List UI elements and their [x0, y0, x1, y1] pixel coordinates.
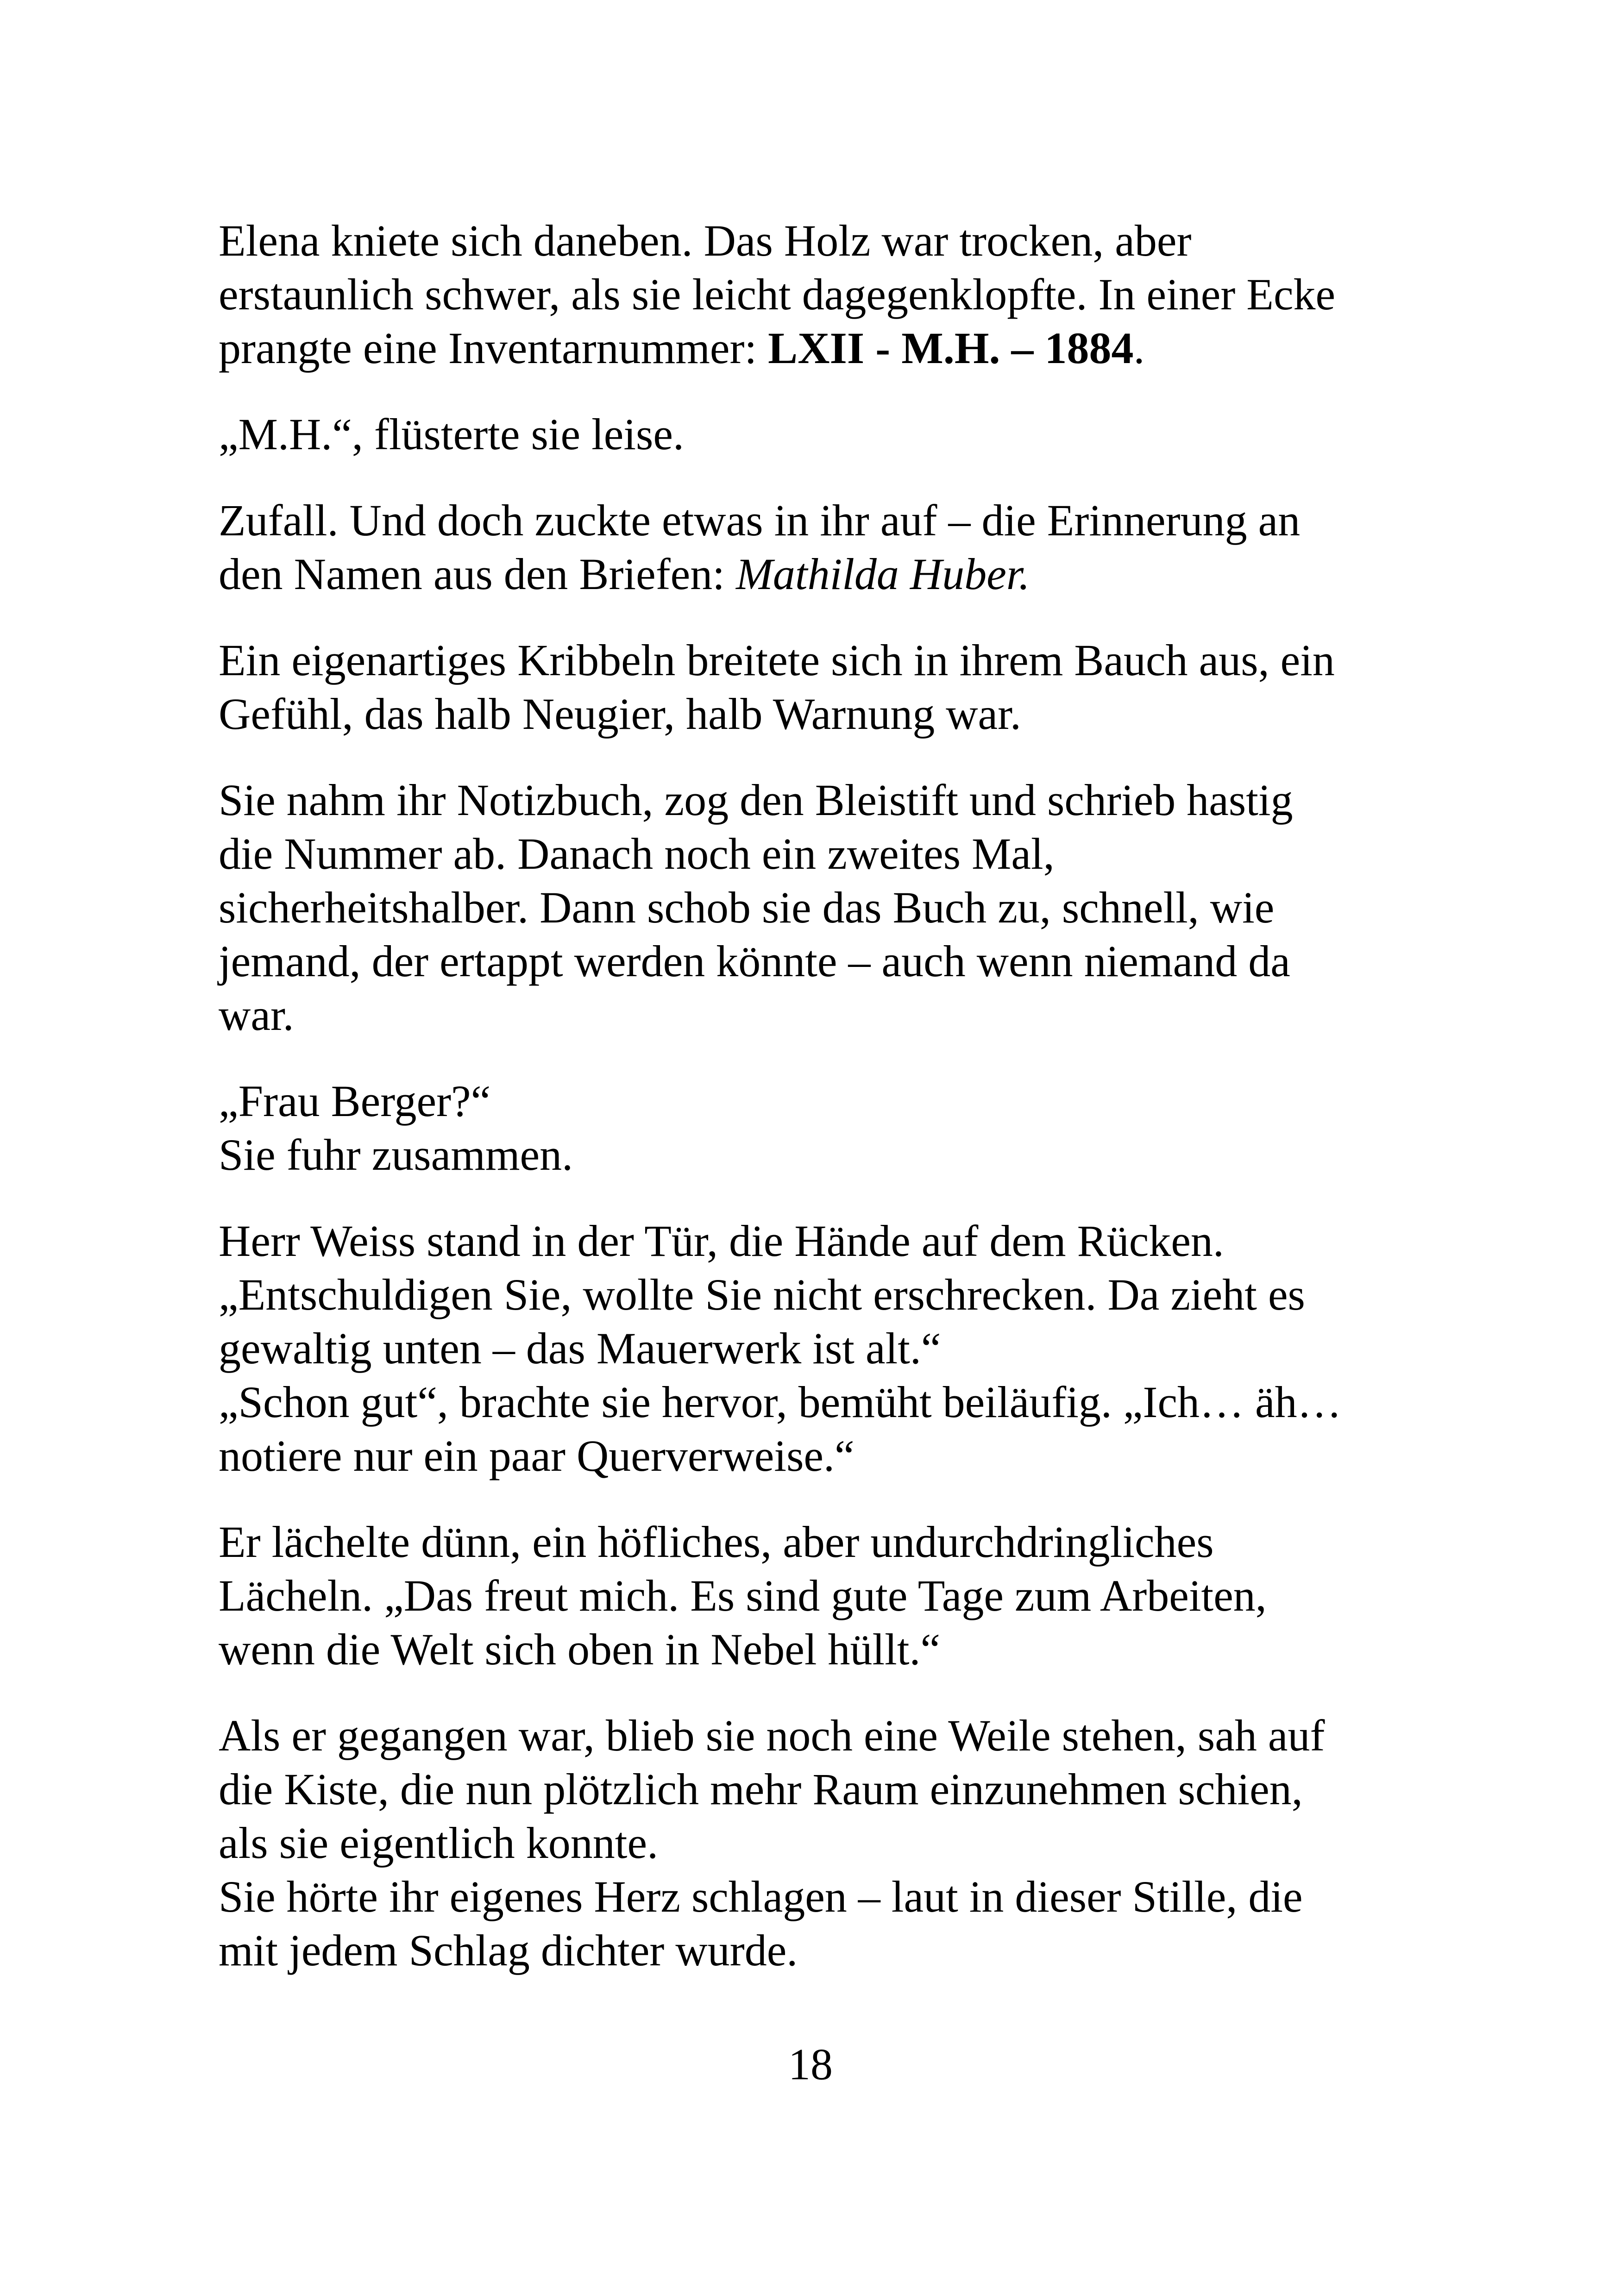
paragraph-7: [219, 1214, 1423, 1483]
text-segment: prangte eine Inventarnummer:: [219, 323, 768, 373]
text-line: die Nummer ab. Danach noch ein zweites Mal,: [219, 829, 1055, 878]
text-line: [219, 547, 1423, 601]
text-line: Lächeln. „Das freut mich. Es sind gute Tage zum Arbeiten,: [219, 1571, 1267, 1620]
paragraph-2: [219, 408, 1423, 461]
page-number: 18: [788, 2039, 833, 2089]
text-line: jemand, der ertappt werden könnte – auch wenn niemand da: [219, 936, 1290, 986]
paragraph-4: [219, 634, 1423, 741]
text-line: „M.H.“, flüsterte sie leise.: [219, 409, 684, 459]
text-line: erstaunlich schwer, als sie leicht dagegenklopfte. In einer Ecke: [219, 270, 1336, 319]
text-line: Als er gegangen war, blieb sie noch eine Weile stehen, sah auf: [219, 1711, 1325, 1760]
text-line: war.: [219, 990, 294, 1040]
text-line: „Entschuldigen Sie, wollte Sie nicht erschrecken. Da zieht es: [219, 1270, 1305, 1319]
text-line: Sie fuhr zusammen.: [219, 1130, 573, 1179]
text-line: als sie eigentlich konnte.: [219, 1818, 659, 1868]
text-line: notiere nur ein paar Querverweise.“: [219, 1431, 854, 1480]
text-line: die Kiste, die nun plötzlich mehr Raum einzunehmen schien,: [219, 1764, 1303, 1814]
text-line: Ein eigenartiges Kribbeln breitete sich in ihrem Bauch aus, ein: [219, 635, 1335, 685]
text-line: gewaltig unten – das Mauerwerk ist alt.“: [219, 1324, 941, 1373]
text-line: Sie nahm ihr Notizbuch, zog den Bleistift und schrieb hastig: [219, 775, 1293, 825]
paragraph-5: [219, 773, 1423, 1042]
text-line: Sie hörte ihr eigenes Herz schlagen – laut in dieser Stille, die: [219, 1872, 1303, 1921]
inventory-number: LXII - M.H. – 1884: [768, 323, 1134, 373]
text-line: „Frau Berger?“: [219, 1076, 491, 1126]
text-line: „Schon gut“, brachte sie hervor, bemüht beiläufig. „Ich… äh…: [219, 1377, 1342, 1427]
name-italic: Mathilda Huber.: [735, 549, 1030, 599]
text-line: Herr Weiss stand in der Tür, die Hände auf dem Rücken.: [219, 1216, 1224, 1266]
text-line: Zufall. Und doch zuckte etwas in ihr auf – die Erinnerung an: [219, 496, 1301, 545]
text-line: wenn die Welt sich oben in Nebel hüllt.“: [219, 1625, 941, 1674]
text-line: sicherheitshalber. Dann schob sie das Buch zu, schnell, wie: [219, 883, 1275, 932]
paragraph-1: [219, 214, 1423, 375]
text-line: Gefühl, das halb Neugier, halb Warnung war.: [219, 689, 1021, 739]
paragraph-9: [219, 1709, 1423, 1977]
text-line: Er lächelte dünn, ein höfliches, aber undurchdringliches: [219, 1517, 1214, 1567]
paragraph-8: [219, 1515, 1423, 1676]
text-line: [219, 321, 1423, 375]
body-text: [219, 214, 1423, 1977]
text-line: mit jedem Schlag dichter wurde.: [219, 1926, 798, 1975]
text-line: Elena kniete sich daneben. Das Holz war trocken, aber: [219, 216, 1192, 265]
paragraph-3: [219, 494, 1423, 601]
text-segment: den Namen aus den Briefen:: [219, 549, 736, 599]
text-segment: .: [1133, 323, 1145, 373]
paragraph-6: [219, 1074, 1423, 1182]
